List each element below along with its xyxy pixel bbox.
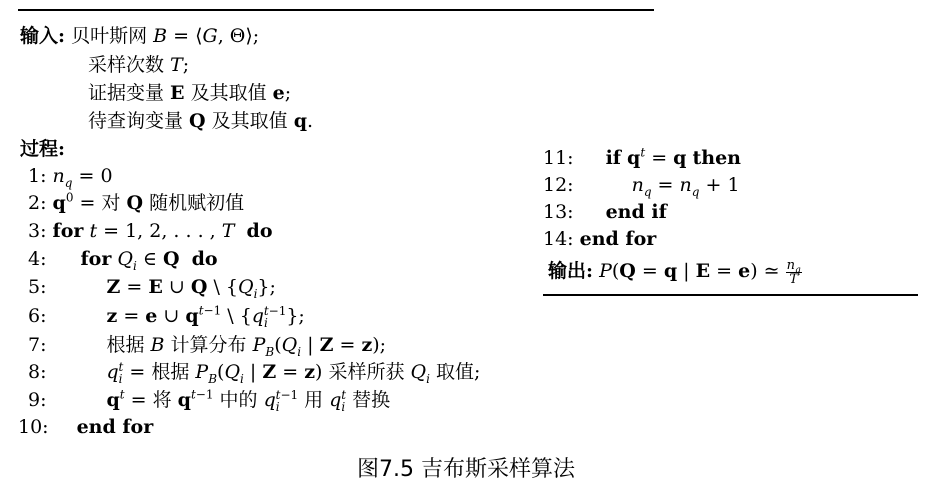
- step-5: 5: Z = E ∪ Q \ $\{Q_i\}$;: [28, 276, 276, 301]
- step-8: 8: $q_i^t$ = 根据 $P_B(Q_i$ | Z = z) 采样所获 $Q_i$ 取值;: [28, 359, 481, 386]
- input-line-4: 待查询变量 Q 及其取值 q.: [88, 110, 314, 132]
- input-line-3: 证据变量 E 及其取值 e;: [88, 82, 292, 104]
- step-6: 6: z = e ∪ $q^{t-1}$ \ $\{q_i^{t-1}\}$;: [28, 303, 305, 330]
- step-14: 14: end for: [543, 228, 657, 250]
- step-3: 3: for t = 1, 2, . . . , T do: [28, 220, 273, 242]
- step-1: 1: $n_q = 0$: [28, 165, 113, 190]
- input-line-1: 贝叶斯网 B = ⟨G, Θ⟩;: [71, 25, 260, 47]
- step-10: 10: end for: [18, 416, 154, 438]
- process-label: 过程:: [20, 138, 66, 160]
- output-line: 输出: P(Q = q | E = e) ≃ $\frac{n_q}{T}$: [548, 257, 801, 287]
- figure-caption: 图7.5 吉布斯采样算法: [357, 457, 575, 482]
- input-line-2: 采样次数 T;: [88, 54, 190, 76]
- step-11: 11: if $q^t = q$ then: [543, 145, 741, 169]
- step-12: 12: $n_q = n_q + 1$: [543, 174, 740, 199]
- input-label-line: [20, 23, 259, 49]
- step-13: 13: end if: [543, 201, 667, 223]
- output-label: 输出:: [548, 260, 594, 282]
- top-rule: [18, 9, 654, 11]
- step-2: 2: $q^0$ = 对 Q 随机赋初值: [28, 190, 245, 214]
- bottom-rule: [543, 294, 918, 296]
- step-7: 7: 根据 B 计算分布 $P_B(Q_i$ | Z = z);: [28, 334, 387, 359]
- input-label: 输入:: [20, 25, 66, 47]
- step-9: 9: $q^t$ = 将 $q^{t-1}$ 中的 $q_i^{t-1}$ 用 $q_i^t$ 替换: [28, 387, 391, 414]
- step-4: 4: for $Q_i$ ∈ Q do: [28, 248, 218, 273]
- output-fraction: $\frac{n_q}{T}$: [786, 257, 801, 287]
